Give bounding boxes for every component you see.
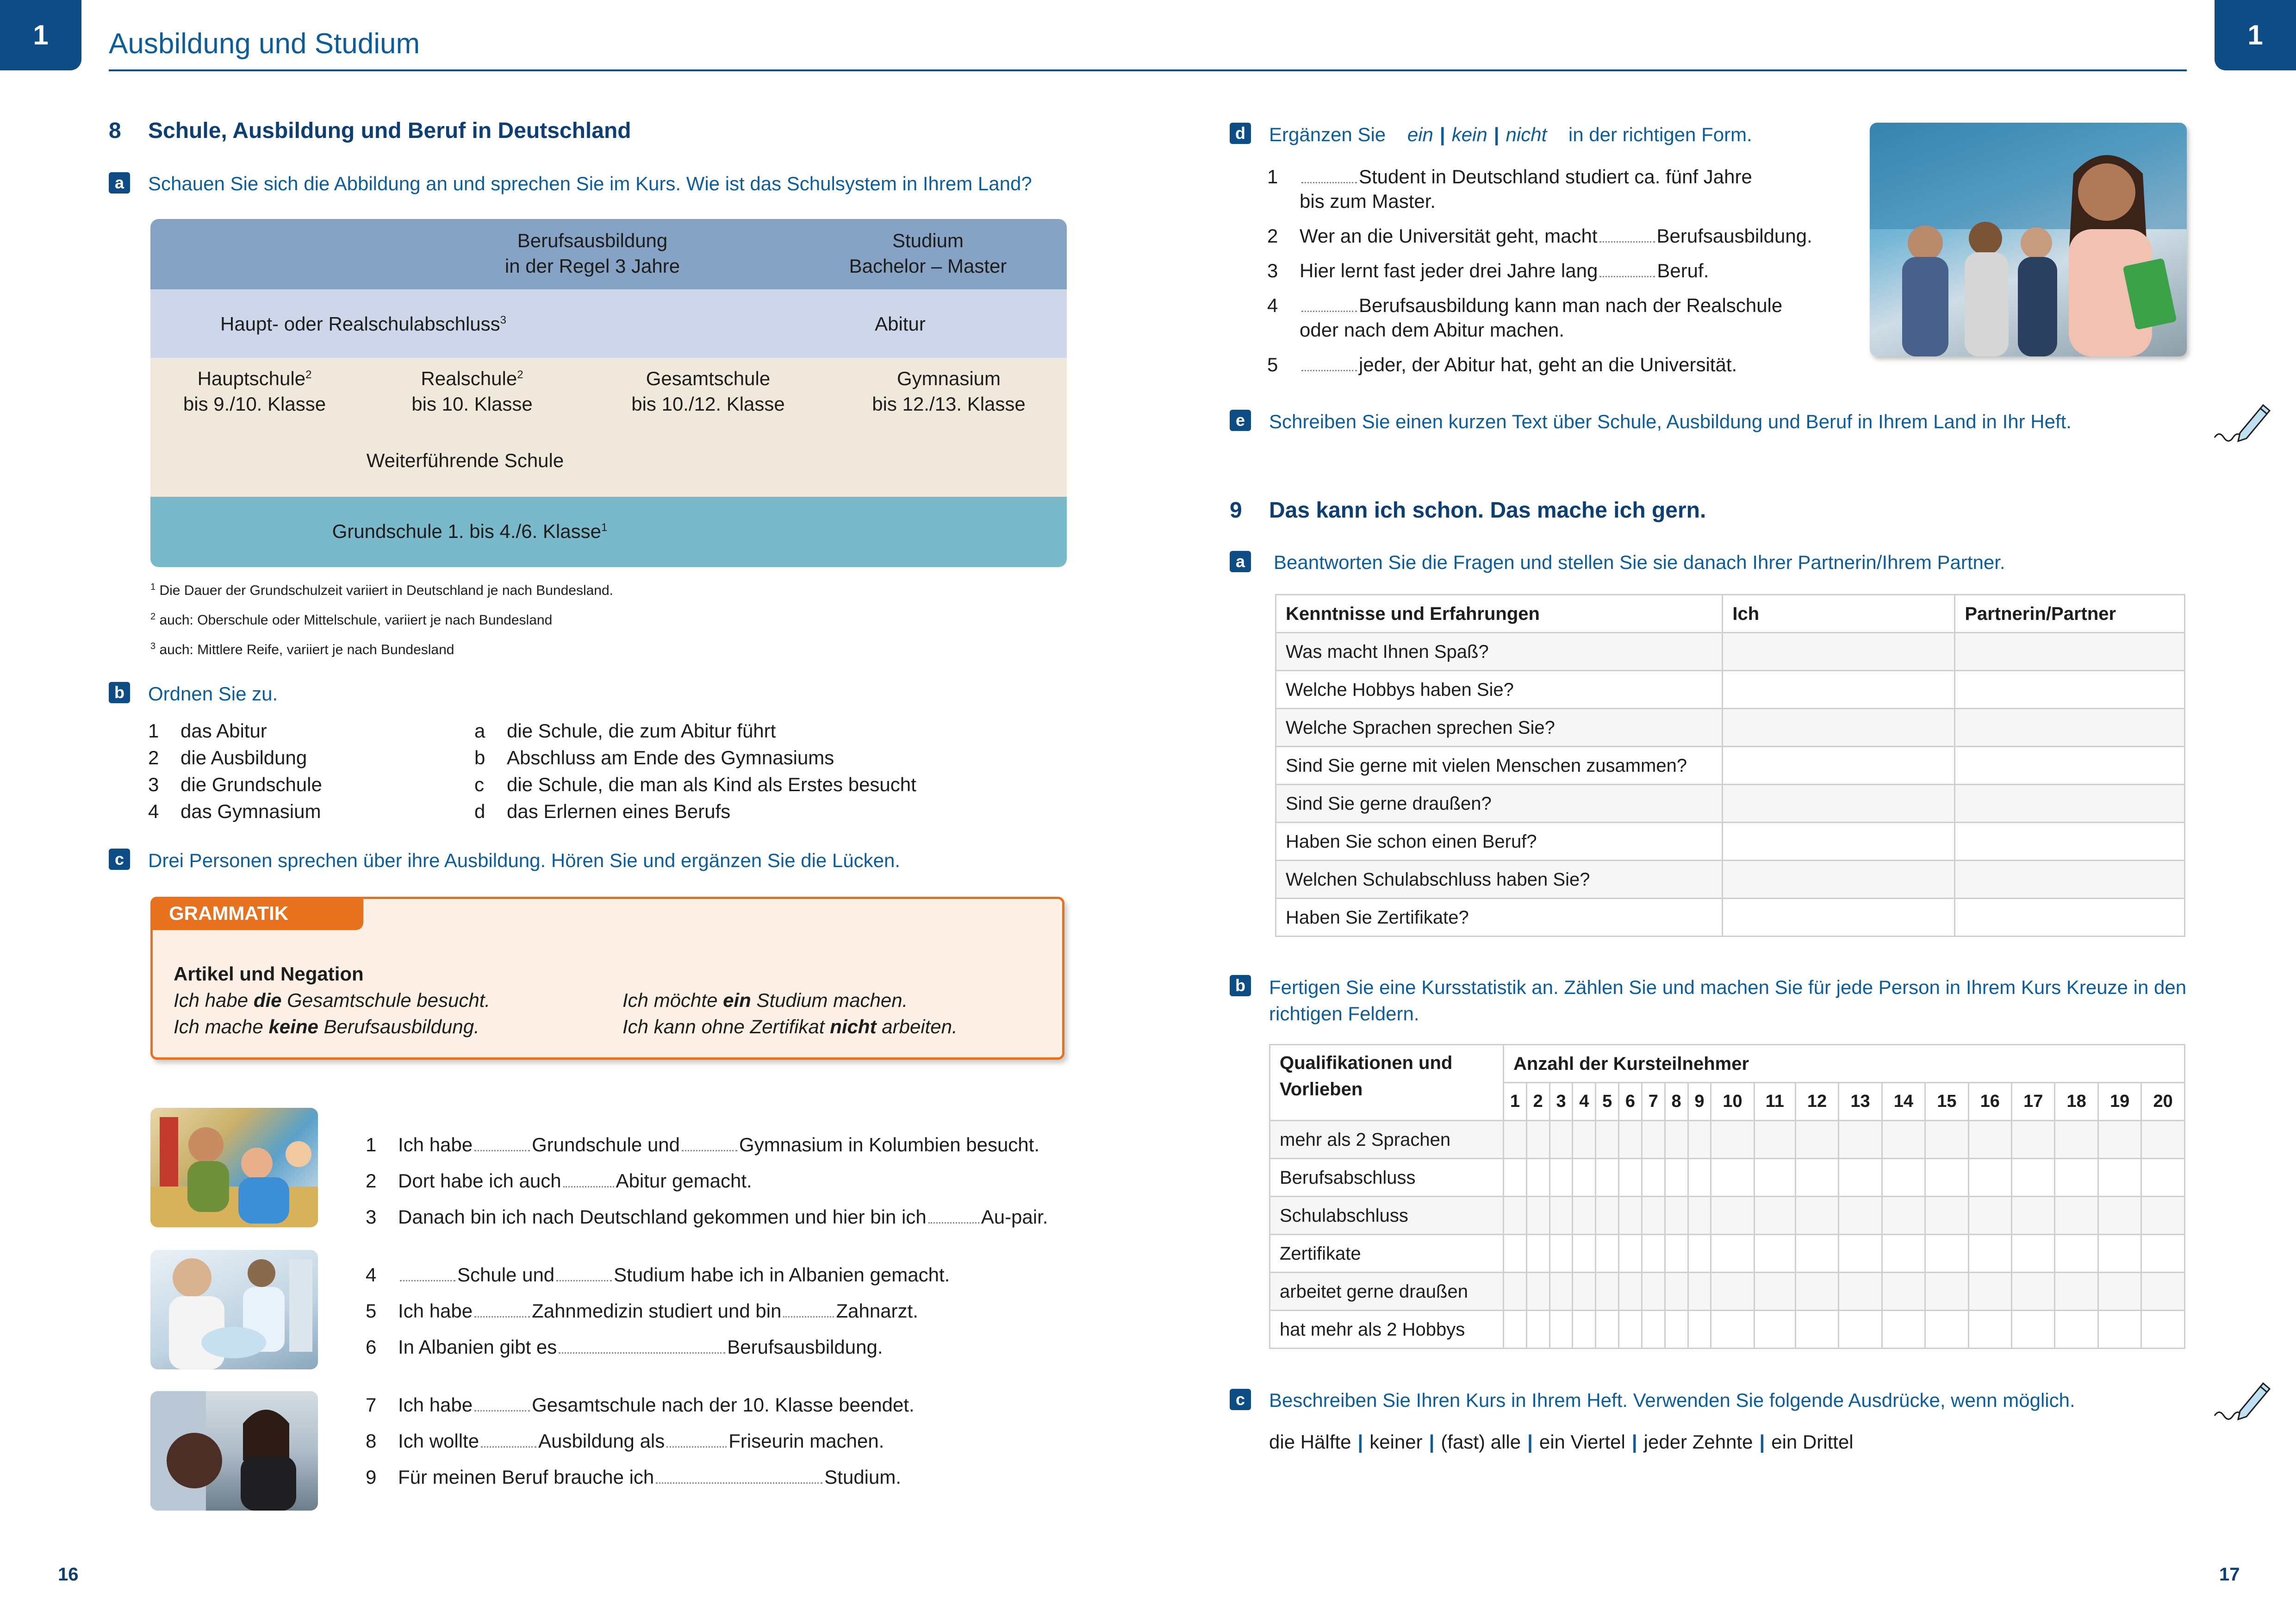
tally-cell[interactable] — [2141, 1121, 2185, 1159]
tally-cell[interactable] — [1839, 1311, 1882, 1349]
tally-cell[interactable] — [2141, 1273, 2185, 1311]
blank[interactable] — [474, 1137, 530, 1151]
tally-cell[interactable] — [1642, 1121, 1665, 1159]
list-item: 1 Student in Deutschland studiert ca. fünf Jahre — [1267, 166, 1752, 187]
column-header: Qualifikationen und Vorlieben — [1270, 1045, 1504, 1121]
tally-cell[interactable] — [1596, 1159, 1619, 1197]
tally-cell[interactable] — [1754, 1311, 1795, 1349]
tally-cell[interactable] — [1711, 1273, 1754, 1311]
sentence-7: 7 Ich habe Gesamtschule nach der 10. Klasse beendet. — [366, 1394, 915, 1416]
table-row — [1270, 1273, 2185, 1311]
qualification-cell: Schulabschluss — [1270, 1197, 1504, 1235]
tally-cell[interactable] — [1596, 1273, 1619, 1311]
tally-cell[interactable] — [2141, 1159, 2185, 1197]
question-cell: Haben Sie schon einen Beruf? — [1276, 823, 1723, 861]
question-cell: Haben Sie Zertifikate? — [1276, 899, 1723, 937]
tally-cell[interactable] — [1642, 1197, 1665, 1235]
expression: ein Drittel — [1771, 1431, 1854, 1453]
footnote: $^1$ Die Dauer der Grundschulzeit variiert in Deutschland je nach Bundesland. — [150, 582, 614, 598]
tally-cell[interactable] — [1882, 1235, 1925, 1273]
header-rule — [109, 69, 2187, 71]
list-item: b Abschluss am Ende des Gymnasiums — [474, 747, 834, 768]
expressions-list: die Hälfte | keiner | (fast) alle | ein Viertel | jeder Zehnte | ein Drittel — [1269, 1431, 1854, 1453]
qualification-cell: hat mehr als 2 Hobbys — [1270, 1311, 1504, 1349]
tally-cell[interactable] — [1839, 1273, 1882, 1311]
answer-cell[interactable] — [1955, 861, 2185, 899]
tally-cell[interactable] — [1619, 1311, 1642, 1349]
tally-cell[interactable] — [1526, 1121, 1549, 1159]
count-column-header: 1 — [1504, 1083, 1527, 1121]
berufsausbildung-label: Berufsausbildung in der Regel 3 Jahre — [504, 230, 680, 277]
tally-cell[interactable] — [1968, 1235, 2011, 1273]
tally-cell[interactable] — [1754, 1121, 1795, 1159]
tally-cell[interactable] — [2012, 1311, 2055, 1349]
tally-cell[interactable] — [1795, 1311, 1838, 1349]
ex8b-right-list — [474, 718, 916, 825]
tally-cell[interactable] — [1882, 1197, 1925, 1235]
blank[interactable] — [474, 1304, 530, 1318]
blank[interactable] — [656, 1470, 822, 1484]
ex9c-instruction: Beschreiben Sie Ihren Kurs in Ihrem Heft. Verwenden Sie folgende Ausdrücke, wenn möglich. — [1269, 1389, 2075, 1411]
tally-cell[interactable] — [2012, 1197, 2055, 1235]
school-gymnasium: Gymnasium bis 12./13. Klasse — [872, 368, 1026, 415]
count-column-header: 13 — [1839, 1083, 1882, 1121]
count-column-header: 18 — [2055, 1083, 2098, 1121]
tally-cell[interactable] — [2012, 1273, 2055, 1311]
column-header: Partnerin/Partner — [1955, 595, 2185, 633]
answer-cell[interactable] — [1955, 747, 2185, 785]
sentence-1: 1 Ich habe Grundschule und Gymnasium in Kolumbien besucht. — [366, 1134, 1040, 1156]
table-row — [1276, 823, 2185, 861]
blank[interactable] — [559, 1340, 725, 1354]
tally-cell[interactable] — [2055, 1273, 2098, 1311]
count-column-header: 8 — [1665, 1083, 1688, 1121]
tally-cell[interactable] — [1504, 1197, 1527, 1235]
sentence-4: 4 Schule und Studium habe ich in Albanien gemacht. — [366, 1264, 950, 1286]
tally-cell[interactable] — [1665, 1235, 1688, 1273]
chapter-tab-left: 1 — [0, 0, 81, 70]
tally-cell[interactable] — [1795, 1235, 1838, 1273]
tally-cell[interactable] — [2098, 1197, 2141, 1235]
tally-cell[interactable] — [1968, 1311, 2011, 1349]
grammar-examples-left: Ich habe die Gesamtschule besucht. Ich mache keine Berufsausbildung. — [174, 989, 491, 1037]
blank[interactable] — [928, 1210, 979, 1224]
tally-cell[interactable] — [1596, 1235, 1619, 1273]
page-number-left: 16 — [58, 1564, 79, 1585]
question-cell: Welche Hobbys haben Sie? — [1276, 671, 1723, 709]
ex8e-instruction: Schreiben Sie einen kurzen Text über Schule, Ausbildung und Beruf in Ihrem Land in Ihr Heft. — [1269, 411, 2072, 432]
ex8d-letter: d — [1230, 123, 1251, 144]
page-title: Ausbildung und Studium — [109, 28, 420, 60]
tally-cell[interactable] — [1688, 1273, 1711, 1311]
ex9-number: 9 — [1230, 498, 1242, 523]
tally-cell[interactable] — [1711, 1121, 1754, 1159]
tally-cell[interactable] — [1549, 1311, 1573, 1349]
column-header: Ich — [1723, 595, 1955, 633]
tally-cell[interactable] — [1642, 1273, 1665, 1311]
list-item: 2 Wer an die Universität geht, macht Berufsausbildung. — [1267, 225, 1812, 247]
tally-cell[interactable] — [1839, 1197, 1882, 1235]
sentence-9: 9 Für meinen Beruf brauche ich Studium. — [366, 1466, 902, 1488]
count-column-header: 4 — [1573, 1083, 1596, 1121]
count-column-header: 16 — [1968, 1083, 2011, 1121]
tally-cell[interactable] — [1549, 1273, 1573, 1311]
column-header: Anzahl der Kursteilnehmer — [1504, 1045, 2185, 1083]
ex8-title: Schule, Ausbildung und Beruf in Deutschland — [148, 119, 631, 143]
list-item: 5 jeder, der Abitur hat, geht an die Universität. — [1267, 354, 1737, 375]
ex8b-left-list — [148, 718, 322, 825]
blank[interactable] — [783, 1304, 834, 1318]
grammar-box — [150, 897, 1064, 1060]
tally-cell[interactable] — [1795, 1121, 1838, 1159]
diagram-footnotes — [150, 574, 613, 663]
tally-cell[interactable] — [1526, 1273, 1549, 1311]
expression: ein Viertel — [1539, 1431, 1625, 1453]
ex8a-instruction: Schauen Sie sich die Abbildung an und sprechen Sie im Kurs. Wie ist das Schulsystem in Ihrem Land? — [148, 173, 1032, 194]
list-item: 1 das Abitur — [148, 720, 267, 742]
tally-cell[interactable] — [1526, 1197, 1549, 1235]
table-row — [1276, 671, 2185, 709]
blank[interactable] — [556, 1268, 612, 1281]
tally-cell[interactable] — [1795, 1273, 1838, 1311]
ex8b-letter: b — [109, 682, 130, 703]
tally-cell[interactable] — [1526, 1159, 1549, 1197]
tally-cell[interactable] — [1619, 1273, 1642, 1311]
table-row — [1270, 1121, 2185, 1159]
grammar-examples-right: Ich möchte ein Studium machen. Ich kann ohne Zertifikat nicht arbeiten. — [622, 989, 958, 1037]
count-column-header: 17 — [2012, 1083, 2055, 1121]
list-item-cont: bis zum Master. — [1300, 190, 1436, 212]
tally-cell[interactable] — [1504, 1121, 1527, 1159]
tally-cell[interactable] — [1504, 1159, 1527, 1197]
grammar-label: GRAMMATIK — [150, 897, 363, 930]
weiterfuehrende-label: Weiterführende Schule — [366, 450, 564, 471]
tally-cell[interactable] — [1968, 1121, 2011, 1159]
grammar-title: Artikel und Negation — [174, 963, 364, 985]
table-row — [1276, 633, 2185, 671]
table-header-row — [1270, 1045, 2185, 1083]
tally-cell[interactable] — [1549, 1197, 1573, 1235]
tally-cell[interactable] — [1665, 1159, 1688, 1197]
ex9b-letter: b — [1230, 975, 1251, 996]
grundschule-label: Grundschule 1. bis 4./6. Klasse$^1$ — [332, 520, 608, 542]
ex9c-letter: c — [1230, 1389, 1251, 1410]
tally-cell[interactable] — [1596, 1197, 1619, 1235]
answer-cell[interactable] — [1723, 899, 1955, 937]
blank[interactable] — [481, 1434, 536, 1448]
qualification-cell: Zertifikate — [1270, 1235, 1504, 1273]
expression: die Hälfte — [1269, 1431, 1351, 1453]
table-row — [1276, 785, 2185, 823]
tally-cell[interactable] — [2098, 1311, 2141, 1349]
tally-cell[interactable] — [1839, 1159, 1882, 1197]
tally-cell[interactable] — [1925, 1197, 1968, 1235]
count-column-header: 9 — [1688, 1083, 1711, 1121]
tally-cell[interactable] — [2141, 1197, 2185, 1235]
tally-cell[interactable] — [1688, 1235, 1711, 1273]
list-item: 3 Hier lernt fast jeder drei Jahre lang Beruf. — [1267, 260, 1709, 281]
tally-cell[interactable] — [1968, 1159, 2011, 1197]
blank[interactable] — [1599, 229, 1655, 243]
column-header: Kenntnisse und Erfahrungen — [1276, 595, 1723, 633]
table-row — [1270, 1311, 2185, 1349]
abitur-label: Abitur — [875, 313, 926, 335]
expression: jeder Zehnte — [1643, 1431, 1753, 1453]
blank[interactable] — [682, 1137, 737, 1151]
tally-cell[interactable] — [1795, 1159, 1838, 1197]
tally-cell[interactable] — [1711, 1311, 1754, 1349]
tally-cell[interactable] — [1619, 1235, 1642, 1273]
sentence-2: 2 Dort habe ich auch Abitur gemacht. — [366, 1170, 752, 1192]
tally-cell[interactable] — [1573, 1197, 1596, 1235]
ex9-title: Das kann ich schon. Das mache ich gern. — [1269, 498, 1706, 523]
pencil-icon — [2212, 1379, 2272, 1427]
sentence-8: 8 Ich wollte Ausbildung als Friseurin machen. — [366, 1430, 884, 1452]
ex8d-instruction: Ergänzen Sie ein | kein | nicht in der richtigen Form. — [1269, 124, 1752, 145]
tally-cell[interactable] — [1526, 1311, 1549, 1349]
tally-cell[interactable] — [1925, 1159, 1968, 1197]
tally-cell[interactable] — [1688, 1311, 1711, 1349]
tally-cell[interactable] — [1688, 1159, 1711, 1197]
tally-cell[interactable] — [2055, 1311, 2098, 1349]
tally-cell[interactable] — [1968, 1273, 2011, 1311]
count-column-header: 10 — [1711, 1083, 1754, 1121]
table-row — [1270, 1197, 2185, 1235]
qualification-cell: arbeitet gerne draußen — [1270, 1273, 1504, 1311]
school-hauptschule: Hauptschule$^2$ bis 9./10. Klasse — [183, 368, 326, 415]
count-column-header: 5 — [1596, 1083, 1619, 1121]
expression: keiner — [1369, 1431, 1423, 1453]
tally-cell[interactable] — [1573, 1311, 1596, 1349]
school-system-diagram — [150, 219, 1067, 567]
table-row — [1270, 1235, 2185, 1273]
tally-cell[interactable] — [1619, 1159, 1642, 1197]
tally-cell[interactable] — [1549, 1121, 1573, 1159]
tally-cell[interactable] — [1754, 1197, 1795, 1235]
tally-cell[interactable] — [1573, 1121, 1596, 1159]
table-header-row — [1276, 595, 2185, 633]
tally-cell[interactable] — [1711, 1197, 1754, 1235]
tally-cell[interactable] — [1596, 1311, 1619, 1349]
answer-cell[interactable] — [1723, 633, 1955, 671]
answer-cell[interactable] — [1955, 671, 2185, 709]
tally-cell[interactable] — [1642, 1235, 1665, 1273]
blank[interactable] — [1301, 298, 1357, 312]
question-cell: Was macht Ihnen Spaß? — [1276, 633, 1723, 671]
tally-cell[interactable] — [2141, 1311, 2185, 1349]
list-item: 3 die Grundschule — [148, 774, 322, 795]
blank[interactable] — [400, 1268, 455, 1281]
tally-cell[interactable] — [1882, 1121, 1925, 1159]
count-column-header: 19 — [2098, 1083, 2141, 1121]
expression: (fast) alle — [1441, 1431, 1521, 1453]
ex8-number: 8 — [109, 119, 121, 143]
tally-cell[interactable] — [1665, 1311, 1688, 1349]
tally-cell[interactable] — [2012, 1121, 2055, 1159]
tally-cell[interactable] — [1754, 1159, 1795, 1197]
answer-cell[interactable] — [1723, 747, 1955, 785]
tally-cell[interactable] — [1573, 1273, 1596, 1311]
blank[interactable] — [563, 1174, 614, 1187]
tally-cell[interactable] — [1504, 1235, 1527, 1273]
answer-cell[interactable] — [1955, 899, 2185, 937]
table-row — [1270, 1159, 2185, 1197]
count-column-header: 11 — [1754, 1083, 1795, 1121]
question-cell: Welche Sprachen sprechen Sie? — [1276, 709, 1723, 747]
sentence-3: 3 Danach bin ich nach Deutschland gekommen und hier bin ich Au-pair. — [366, 1206, 1048, 1228]
tally-cell[interactable] — [1839, 1235, 1882, 1273]
tally-cell[interactable] — [2055, 1159, 2098, 1197]
tally-cell[interactable] — [1754, 1235, 1795, 1273]
tally-cell[interactable] — [1642, 1159, 1665, 1197]
ex8e-letter: e — [1230, 410, 1251, 431]
tally-cell[interactable] — [1795, 1197, 1838, 1235]
footnote: $^3$ auch: Mittlere Reife, variiert je nach Bundesland — [150, 641, 454, 657]
sentence-5: 5 Ich habe Zahnmedizin studiert und bin Zahnarzt. — [366, 1300, 918, 1322]
tally-cell[interactable] — [1642, 1311, 1665, 1349]
tally-cell[interactable] — [1688, 1121, 1711, 1159]
tally-cell[interactable] — [1925, 1235, 1968, 1273]
ex8c-letter: c — [109, 849, 130, 870]
answer-cell[interactable] — [1955, 709, 2185, 747]
tally-cell[interactable] — [2098, 1235, 2141, 1273]
tally-cell[interactable] — [2098, 1159, 2141, 1197]
tally-cell[interactable] — [1665, 1273, 1688, 1311]
question-cell: Welchen Schulabschluss haben Sie? — [1276, 861, 1723, 899]
tally-cell[interactable] — [2055, 1197, 2098, 1235]
list-item: 2 die Ausbildung — [148, 747, 307, 768]
tally-cell[interactable] — [2141, 1235, 2185, 1273]
tally-cell[interactable] — [1882, 1159, 1925, 1197]
tally-cell[interactable] — [1619, 1197, 1642, 1235]
tally-cell[interactable] — [1711, 1159, 1754, 1197]
ex8b-instruction: Ordnen Sie zu. — [148, 683, 278, 705]
ex9a-letter: a — [1230, 551, 1251, 572]
qualification-cell: Berufsabschluss — [1270, 1159, 1504, 1197]
table-row — [1276, 747, 2185, 785]
tally-cell[interactable] — [1573, 1159, 1596, 1197]
tally-cell[interactable] — [1619, 1121, 1642, 1159]
tally-cell[interactable] — [1882, 1311, 1925, 1349]
tally-cell[interactable] — [1688, 1197, 1711, 1235]
tally-cell[interactable] — [1925, 1273, 1968, 1311]
photo-student-au-pair — [150, 1108, 318, 1227]
photo-hairdresser — [150, 1391, 318, 1511]
blank[interactable] — [1301, 357, 1357, 371]
tally-cell[interactable] — [1968, 1197, 2011, 1235]
course-statistics-table — [1269, 1044, 2185, 1349]
tally-cell[interactable] — [1665, 1197, 1688, 1235]
pencil-icon — [2212, 400, 2272, 449]
footnote: $^2$ auch: Oberschule oder Mittelschule, variiert je nach Bundesland — [150, 612, 553, 628]
list-item: c die Schule, die man als Kind als Erstes besucht — [474, 774, 916, 795]
answer-cell[interactable] — [1955, 785, 2185, 823]
page-number-right: 17 — [2219, 1564, 2240, 1585]
answer-cell[interactable] — [1955, 823, 2185, 861]
ex9b-instruction: Fertigen Sie eine Kursstatistik an. Zählen Sie und machen Sie für jede Person in Ihrem Kurs Kreuze in den richtigen Feldern. — [1269, 976, 2187, 1024]
count-column-header: 15 — [1925, 1083, 1968, 1121]
ex8a-letter: a — [109, 172, 130, 194]
tally-cell[interactable] — [1549, 1159, 1573, 1197]
tally-cell[interactable] — [2098, 1273, 2141, 1311]
tally-cell[interactable] — [1665, 1121, 1688, 1159]
chapter-tab-right: 1 — [2215, 0, 2296, 70]
count-column-header: 20 — [2141, 1083, 2185, 1121]
answer-cell[interactable] — [1723, 671, 1955, 709]
answer-cell[interactable] — [1723, 709, 1955, 747]
count-column-header: 14 — [1882, 1083, 1925, 1121]
tally-cell[interactable] — [1925, 1311, 1968, 1349]
answer-cell[interactable] — [1955, 633, 2185, 671]
count-column-header: 6 — [1619, 1083, 1642, 1121]
abschluss-label: Haupt- oder Realschulabschluss$^3$ — [220, 313, 506, 335]
tally-cell[interactable] — [2012, 1235, 2055, 1273]
qualification-cell: mehr als 2 Sprachen — [1270, 1121, 1504, 1159]
studium-label: Studium Bachelor – Master — [849, 230, 1007, 277]
list-item: a die Schule, die zum Abitur führt — [474, 720, 776, 742]
tally-cell[interactable] — [1504, 1273, 1527, 1311]
tally-cell[interactable] — [1549, 1235, 1573, 1273]
ex9a-instruction: Beantworten Sie die Fragen und stellen Sie sie danach Ihrer Partnerin/Ihrem Partner. — [1274, 551, 2005, 573]
question-cell: Sind Sie gerne draußen? — [1276, 785, 1723, 823]
tally-cell[interactable] — [2012, 1159, 2055, 1197]
tally-cell[interactable] — [1925, 1121, 1968, 1159]
list-item: 4 Berufsausbildung kann man nach der Realschule — [1267, 294, 1783, 316]
count-column-header: 3 — [1549, 1083, 1573, 1121]
table-row — [1276, 899, 2185, 937]
ex8d-items — [1267, 164, 1812, 377]
ex8c-instruction: Drei Personen sprechen über ihre Ausbildung. Hören Sie und ergänzen Sie die Lücken. — [148, 849, 901, 871]
tally-cell[interactable] — [1882, 1273, 1925, 1311]
school-realschule: Realschule$^2$ bis 10. Klasse — [411, 368, 533, 415]
question-cell: Sind Sie gerne mit vielen Menschen zusammen? — [1276, 747, 1723, 785]
answer-cell[interactable] — [1723, 861, 1955, 899]
tally-cell[interactable] — [1573, 1235, 1596, 1273]
blank[interactable] — [1599, 263, 1655, 277]
sentence-6: 6 In Albanien gibt es Berufsausbildung. — [366, 1336, 883, 1358]
answer-cell[interactable] — [1723, 823, 1955, 861]
blank[interactable] — [474, 1398, 530, 1412]
table-row — [1276, 709, 2185, 747]
blank[interactable] — [1301, 169, 1357, 183]
list-item: d das Erlernen eines Berufs — [474, 800, 731, 822]
photo-students — [1870, 123, 2187, 356]
count-column-header: 7 — [1642, 1083, 1665, 1121]
count-column-header: 12 — [1795, 1083, 1838, 1121]
tally-cell[interactable] — [2098, 1121, 2141, 1159]
skills-table — [1275, 594, 2185, 937]
answer-cell[interactable] — [1723, 785, 1955, 823]
school-gesamtschule: Gesamtschule bis 10./12. Klasse — [631, 368, 785, 415]
table-row — [1276, 861, 2185, 899]
tally-cell[interactable] — [1504, 1311, 1527, 1349]
tally-cell[interactable] — [1711, 1235, 1754, 1273]
tally-cell[interactable] — [1596, 1121, 1619, 1159]
tally-cell[interactable] — [1526, 1235, 1549, 1273]
tally-cell[interactable] — [2055, 1235, 2098, 1273]
list-item-cont: oder nach dem Abitur machen. — [1300, 319, 1565, 341]
tally-cell[interactable] — [2055, 1121, 2098, 1159]
tally-cell[interactable] — [1839, 1121, 1882, 1159]
blank[interactable] — [666, 1434, 727, 1448]
count-column-header: 2 — [1526, 1083, 1549, 1121]
photo-dentist — [150, 1250, 318, 1369]
tally-cell[interactable] — [1754, 1273, 1795, 1311]
list-item: 4 das Gymnasium — [148, 800, 321, 822]
